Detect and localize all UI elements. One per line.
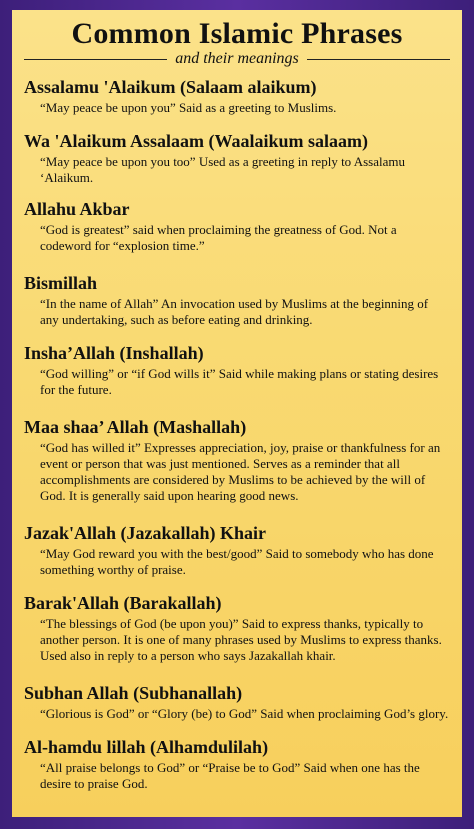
phrase-meaning: “In the name of Allah” An invocation used by Muslims at the beginning of any undertaking, such as before eating and drinking. bbox=[40, 296, 429, 327]
phrase-item bbox=[24, 682, 450, 722]
phrase-meaning: “May peace be upon you too” Used as a greeting in reply to Assalamu ‘Alaikum. bbox=[40, 154, 405, 185]
phrase-meaning: “May God reward you with the best/good” Said to somebody who has done something worthy of praise. bbox=[40, 546, 434, 577]
phrase-item bbox=[24, 592, 450, 664]
phrase-meaning: “The blessings of God (be upon you)” Said to express thanks, typically to another person. It is one of many phrases used by Muslims to express thanks. Used also in reply to a person who says Jazakallah khair. bbox=[40, 616, 442, 663]
phrase-meaning: “May peace be upon you” Said as a greeting to Muslims. bbox=[40, 100, 337, 115]
phrase-meaning: “Glorious is God” or “Glory (be) to God” Said when proclaiming God’s glory. bbox=[40, 706, 449, 721]
phrase-name: Subhan Allah (Subhanallah) bbox=[24, 683, 243, 703]
divider-left bbox=[24, 59, 167, 60]
phrase-item bbox=[24, 198, 450, 254]
phrase-name: Bismillah bbox=[24, 273, 98, 293]
poster-card bbox=[12, 10, 462, 817]
phrase-item bbox=[24, 522, 450, 578]
phrase-name: Al-hamdu lillah (Alhamdulilah) bbox=[24, 737, 269, 757]
phrase-item bbox=[24, 130, 450, 186]
page-title: Common Islamic Phrases bbox=[71, 17, 403, 50]
phrase-name: Insha’Allah (Inshallah) bbox=[24, 343, 204, 363]
divider-right bbox=[307, 59, 450, 60]
phrase-item bbox=[24, 342, 450, 398]
phrase-meaning: “God has willed it” Expresses appreciation, joy, praise or thankfulness for an event or person that was just mentioned. Serves as a reminder that all accomplishments are considered by Muslims to be achieved by the will of God. It is generally said upon hearing good news. bbox=[40, 440, 441, 503]
phrase-name: Wa 'Alaikum Assalaam (Waalaikum salaam) bbox=[24, 131, 369, 151]
phrase-item bbox=[24, 416, 450, 504]
page-subtitle: and their meanings bbox=[175, 50, 299, 67]
phrase-name: Allahu Akbar bbox=[24, 199, 130, 219]
phrase-meaning: “All praise belongs to God” or “Praise be to God” Said when one has the desire to praise God. bbox=[40, 760, 420, 791]
phrase-name: Barak'Allah (Barakallah) bbox=[24, 593, 222, 613]
phrase-item bbox=[24, 76, 450, 116]
phrase-item bbox=[24, 272, 450, 328]
phrase-item bbox=[24, 736, 450, 792]
phrase-name: Assalamu 'Alaikum (Salaam alaikum) bbox=[24, 77, 317, 97]
phrase-name: Jazak'Allah (Jazakallah) Khair bbox=[24, 523, 267, 543]
phrase-meaning: “God is greatest” said when proclaiming the greatness of God. Not a codeword for “explosion time.” bbox=[40, 222, 397, 253]
phrase-meaning: “God willing” or “if God wills it” Said while making plans or stating desires for the future. bbox=[40, 366, 439, 397]
phrase-name: Maa shaa’ Allah (Mashallah) bbox=[24, 417, 247, 437]
